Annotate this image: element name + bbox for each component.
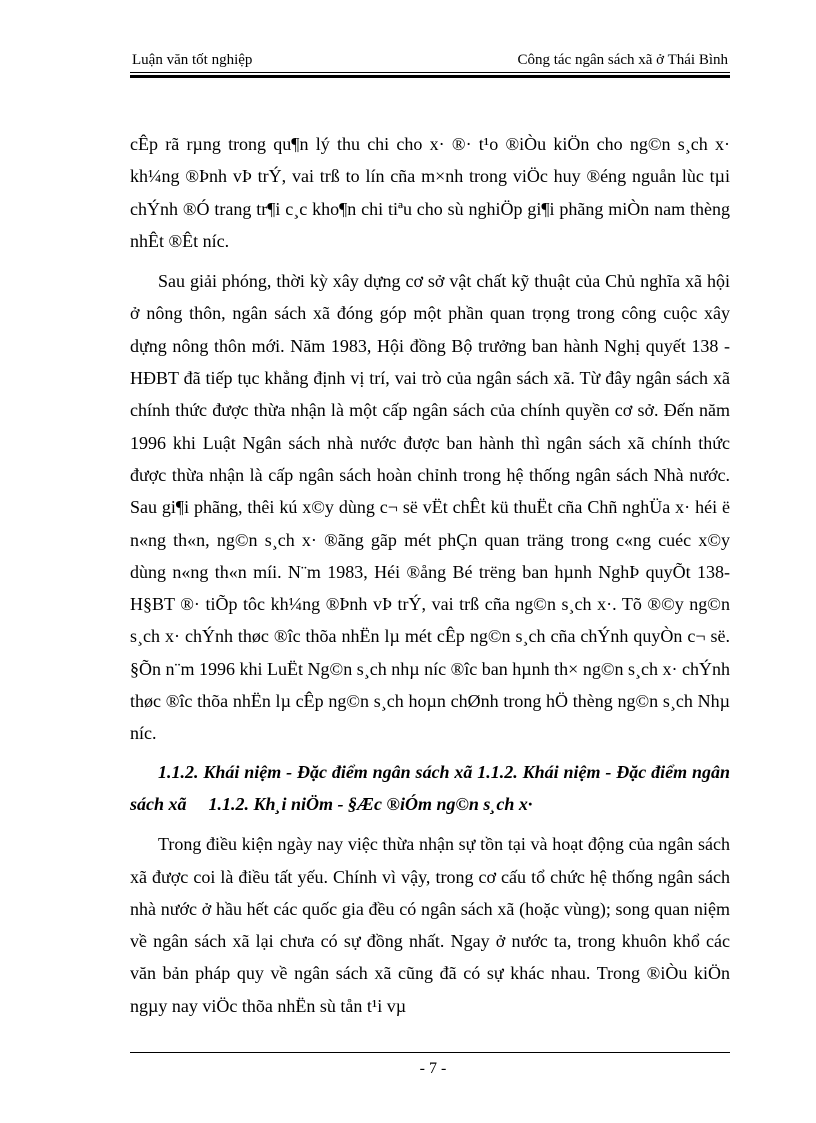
header-left-title: Luận văn tốt nghiệp xyxy=(132,52,253,68)
header-rule-thin xyxy=(130,72,730,73)
page-number: - 7 - xyxy=(419,1060,447,1077)
footer-rule xyxy=(130,1052,730,1053)
page-header xyxy=(130,48,728,72)
paragraph-2: Sau giải phóng, thời kỳ xây dựng cơ sở vật chất kỹ thuật của Chủ nghĩa xã hội ở nông thôn, ngân sách xã đóng góp một phần quan trọng trong công cuộc xây dựng nông thôn mới. Năm 1983, Hội đồng Bộ trưởng ban hành Nghị quyết 138 - HĐBT đã tiếp tục khẳng định vị trí, vai trò của ngân sách xã. Từ đây ngân sách xã chính thức được thừa nhận là một cấp ngân sách của chính quyền cơ sở. Đến năm 1996 khi Luật Ngân sách nhà nước được ban hành thì ngân sách xã chính thức được thừa nhận là cấp ngân sách hoàn chỉnh trong hệ thống ngân sách Nhà nước. Sau gi¶i phãng, thêi kú x©y dùng c¬ së vËt chÊt kü thuËt cña Chñ nghÜa x· héi ë n«ng th«n, ng©n s¸ch x· ®ãng gãp mét phÇn quan träng trong c«ng cuéc x©y dùng n«ng th«n míi. N¨m 1983, Héi ®ång Bé trëng ban hµnh NghÞ quyÕt 138-H§BT ®· tiÕp tôc kh¼ng ®Þnh vÞ trÝ, vai trß cña ng©n s¸ch x·. Tõ ®©y ng©n s¸ch x· chÝnh thøc ®îc thõa nhËn lµ mét cÊp ng©n s¸ch cña chÝnh quyÒn c¬ së. §Õn n¨m 1996 khi LuËt Ng©n s¸ch nhµ níc ®îc ban hµnh th× ng©n s¸ch x· chÝnh thøc ®îc thõa nhËn lµ cÊp ng©n s¸ch hoµn chØnh trong hÖ thèng ng©n s¸ch Nhµ níc. xyxy=(130,271,730,744)
section-heading-part1: 1.1.2. Khái niệm - Đặc điểm ngân sách xã 1.1.2. Khái niệm - Đặc điểm ngân sách xã xyxy=(130,761,730,814)
section-heading-part2: 1.1.2. Kh¸i niÖm - §Æc ®iÓm ng©n s¸ch x· xyxy=(208,793,533,814)
header-rule-thick xyxy=(130,75,730,78)
section-heading xyxy=(130,756,730,821)
paragraph-3: Trong điều kiện ngày nay việc thừa nhận sự tồn tại và hoạt động của ngân sách xã được coi là điều tất yếu. Chính vì vậy, trong cơ cấu tổ chức hệ thống ngân sách nhà nước ở hầu hết các quốc gia đều có ngân sách xã (hoặc vùng); song quan niệm về ngân sách xã lại chưa có sự đồng nhất. Ngay ở nước ta, trong khuôn khổ các văn bản pháp quy về ngân sách xã cũng đã có sự khác nhau. Trong ®iÒu kiÖn ngµy nay viÖc thõa nhËn sù tån t¹i vµ xyxy=(130,834,730,1016)
paragraph-1: cÊp rã rµng trong qu¶n lý thu chi cho x· ®· t¹o ®iÒu kiÖn cho ng©n s¸ch x· kh¼ng ®Þnh vÞ trÝ, vai trß to lín cña m×nh trong viÖc huy ®éng nguån lùc tµi chÝnh ®Ó trang tr¶i c¸c kho¶n chi tiªu cho sù nghiÖp gi¶i phãng miÒn nam thèng nhÊt ®Êt níc. xyxy=(130,134,730,251)
document-body xyxy=(130,128,730,1022)
header-right-title: Công tác ngân sách xã ở Thái Bình xyxy=(517,52,728,68)
